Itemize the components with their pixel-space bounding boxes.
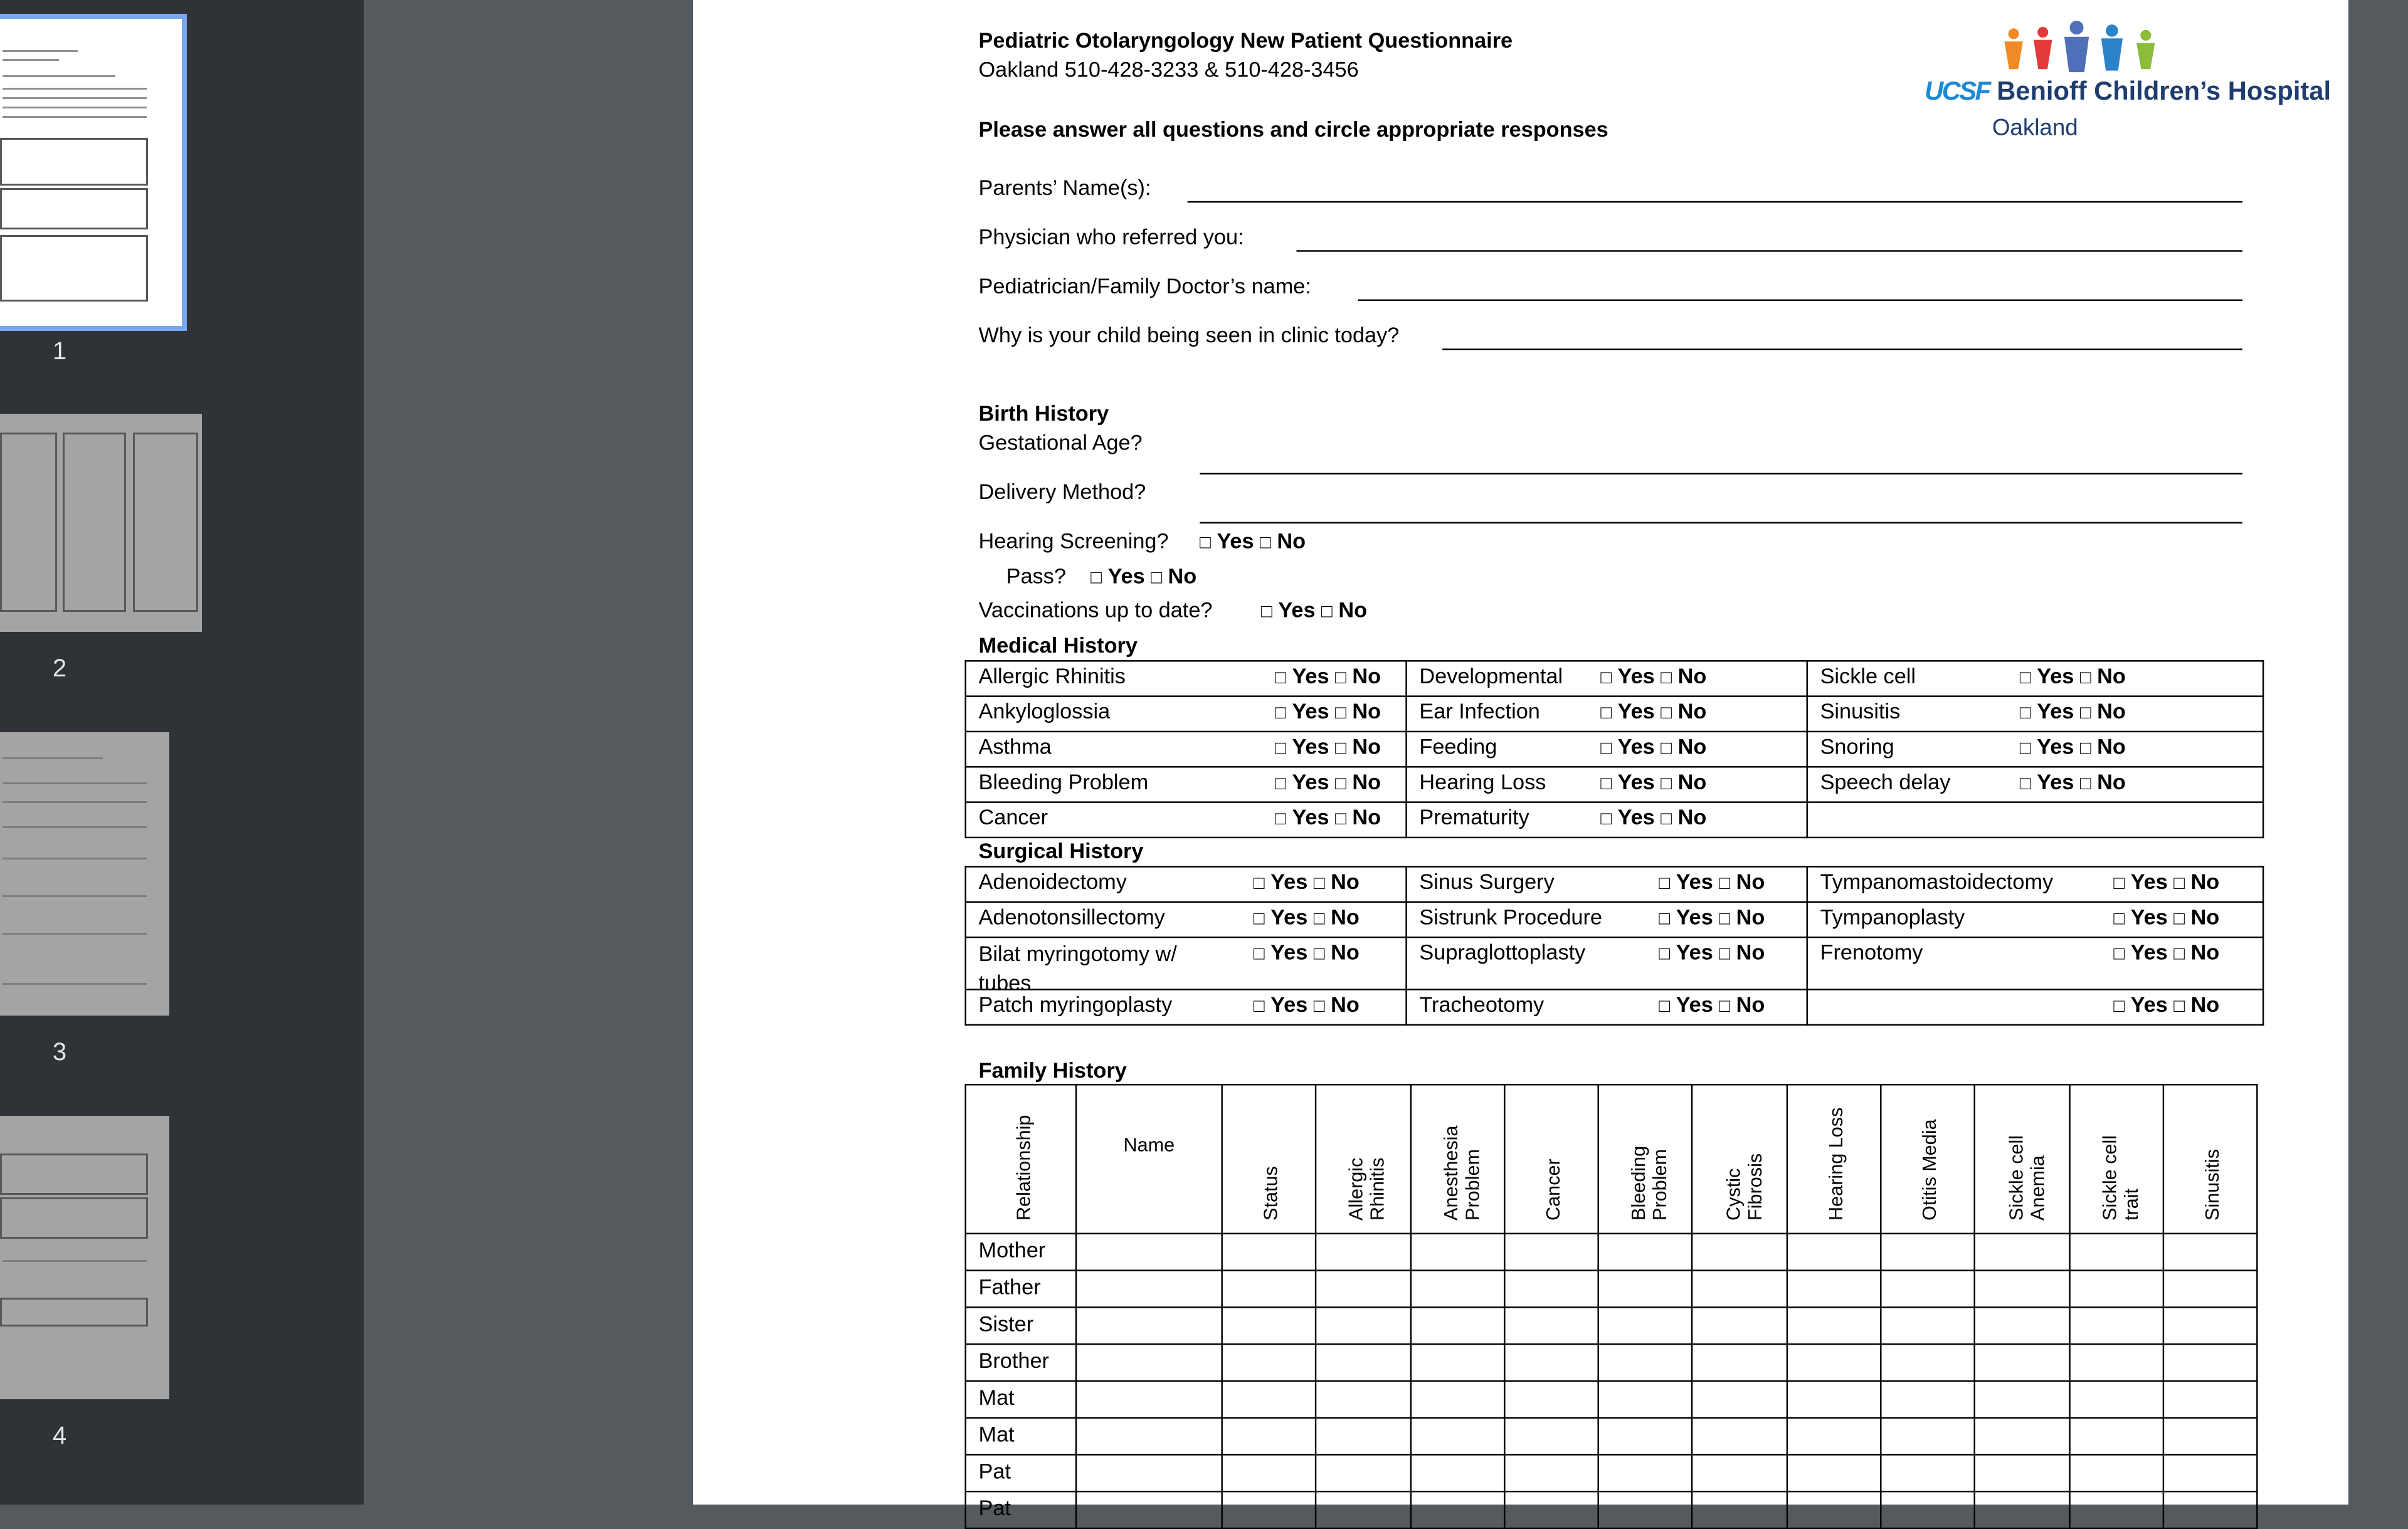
yes-no-options[interactable]: □ Yes □ No [1275,769,1381,794]
family-input-cell[interactable] [1076,1234,1222,1271]
family-input-cell[interactable] [2069,1491,2163,1528]
column-header: Relationship [1012,1115,1034,1221]
family-history-row [966,1307,2258,1344]
relationship-label: Sister [978,1311,1034,1336]
condition-label: Bleeding Problem [978,769,1149,794]
family-input-cell[interactable] [2163,1491,2258,1528]
condition-label: Feeding [1419,733,1497,759]
gestational-age-line[interactable] [1200,473,2242,474]
medical-cell-prematurity [1407,802,1807,838]
condition-label: Sinusitis [1820,698,1901,723]
family-input-cell[interactable] [1692,1381,1787,1418]
relationship-cell [966,1491,1076,1528]
procedure-label: Frenotomy [1820,939,1923,964]
family-input-cell[interactable] [1076,1307,1222,1344]
family-input-cell[interactable] [1598,1344,1692,1381]
column-header: Cancer [1543,1159,1565,1221]
condition-label: Asthma [978,733,1052,759]
surgical-history-row [966,866,2263,901]
family-input-cell[interactable] [1410,1344,1504,1381]
surgical-history-row [966,902,2263,937]
condition-label: Developmental [1419,663,1563,688]
procedure-label: Adenoidectomy [978,869,1127,894]
column-header: Sickle cell Anemia [2005,1135,2048,1221]
family-input-cell[interactable] [1787,1271,1881,1308]
family-input-cell[interactable] [1881,1491,1975,1528]
family-input-cell[interactable] [1598,1454,1692,1491]
vaccinations-options[interactable]: □ Yes □ No [1261,597,1368,622]
surgical-cell-patch-myringoplasty [966,989,1407,1024]
family-input-cell[interactable] [1076,1454,1222,1491]
family-column-cystic-fibrosis [1692,1085,1787,1234]
family-history-table [964,1084,2258,1529]
family-input-cell[interactable] [1222,1307,1316,1344]
logo-location: Oakland [1992,115,2078,142]
relationship-cell [966,1418,1076,1455]
surgical-history-row [966,989,2263,1024]
family-input-cell[interactable] [1076,1491,1222,1528]
condition-label: Hearing Loss [1419,769,1546,794]
relationship-cell [966,1307,1076,1344]
yes-no-options[interactable]: □ Yes □ No [1659,939,1765,964]
family-input-cell[interactable] [1692,1271,1787,1308]
birth-history-heading: Birth History [978,401,1109,426]
family-input-cell[interactable] [1598,1271,1692,1308]
surgical-cell-sinus-surgery [1407,866,1807,901]
document-title: Pediatric Otolaryngology New Patient Questionnaire [978,28,1513,53]
yes-no-options[interactable]: □ Yes □ No [2113,869,2220,894]
surgical-cell-supraglottoplasty [1407,937,1807,989]
family-history-row [966,1271,2258,1308]
family-history-heading: Family History [978,1058,1127,1083]
family-input-cell[interactable] [2069,1418,2163,1455]
family-input-cell[interactable] [1504,1418,1598,1455]
family-input-cell[interactable] [2069,1271,2163,1308]
procedure-label: Bilat myringotomy w/ tubes [978,941,1177,995]
gestational-age-label: Gestational Age? [978,429,1143,454]
family-input-cell[interactable] [1410,1418,1504,1455]
pass-options[interactable]: □ Yes □ No [1090,563,1197,588]
relationship-label: Father [978,1274,1041,1299]
family-input-cell[interactable] [1975,1271,2069,1308]
referring-physician-line[interactable] [1296,250,2242,251]
relationship-label: Mother [978,1237,1046,1263]
yes-no-options[interactable]: □ Yes □ No [1275,698,1381,723]
medical-cell-sickle-cell [1807,661,2263,696]
page-thumbnail-4[interactable] [0,1116,169,1399]
medical-cell-allergic-rhinitis [966,661,1407,696]
surgical-cell-empty [1807,989,2263,1024]
family-input-cell[interactable] [2069,1344,2163,1381]
family-history-row [966,1381,2258,1418]
family-history-row [966,1418,2258,1455]
medical-cell-empty [1807,802,2263,838]
family-input-cell[interactable] [2163,1271,2258,1308]
page-number-3: 3 [52,1038,67,1066]
pediatrician-line[interactable] [1358,300,2242,301]
thumbnail-sidebar [0,0,364,1505]
column-header: Status [1260,1166,1282,1221]
yes-no-options[interactable]: □ Yes □ No [1253,869,1360,894]
family-input-cell[interactable] [1598,1234,1692,1271]
family-input-cell[interactable] [1222,1381,1316,1418]
page-thumbnail-2[interactable] [0,414,202,632]
family-column-cancer [1504,1085,1598,1234]
yes-no-options[interactable]: □ Yes □ No [1600,663,1707,688]
surgical-cell-tympanoplasty [1807,902,2263,937]
yes-no-options[interactable]: □ Yes □ No [1253,939,1360,964]
family-input-cell[interactable] [1881,1344,1975,1381]
condition-label: Prematurity [1419,804,1529,829]
yes-no-options[interactable]: □ Yes □ No [2113,939,2220,964]
family-input-cell[interactable] [2069,1454,2163,1491]
procedure-label: Sinus Surgery [1419,869,1555,894]
surgical-cell-frenotomy [1807,937,2263,989]
yes-no-options[interactable]: □ Yes □ No [1275,804,1381,829]
column-header: Hearing Loss [1825,1107,1847,1221]
yes-no-options[interactable]: □ Yes □ No [2113,904,2220,929]
family-input-cell[interactable] [1881,1307,1975,1344]
yes-no-options[interactable]: □ Yes □ No [1659,869,1765,894]
family-history-row [966,1491,2258,1528]
medical-cell-asthma [966,732,1407,767]
surgical-history-heading: Surgical History [978,838,1144,863]
page-number-1: 1 [52,337,67,365]
family-column-sickle-cell-trait [2069,1085,2163,1234]
yes-no-options[interactable]: □ Yes □ No [1253,992,1360,1017]
family-input-cell[interactable] [1222,1271,1316,1308]
family-input-cell[interactable] [1975,1381,2069,1418]
medical-history-row [966,767,2263,802]
relationship-label: Mat [978,1421,1015,1446]
yes-no-options[interactable]: □ Yes □ No [2019,733,2126,759]
family-input-cell[interactable] [1975,1234,2069,1271]
visit-reason-label: Why is your child being seen in clinic today? [978,322,1400,347]
family-input-cell[interactable] [2163,1307,2258,1344]
family-input-cell[interactable] [1692,1307,1787,1344]
relationship-cell [966,1454,1076,1491]
hearing-screening-label: Hearing Screening? [978,528,1169,553]
family-input-cell[interactable] [1881,1381,1975,1418]
procedure-label: Sistrunk Procedure [1419,904,1602,929]
column-header: Otitis Media [1919,1119,1941,1221]
surgical-cell-adenoidectomy [966,866,1407,901]
family-input-cell[interactable] [1787,1234,1881,1271]
family-input-cell[interactable] [1504,1271,1598,1308]
family-input-cell[interactable] [1692,1491,1787,1528]
family-input-cell[interactable] [1504,1234,1598,1271]
family-column-status [1222,1085,1316,1234]
family-input-cell[interactable] [1975,1418,2069,1455]
family-column-bleeding-problem [1598,1085,1692,1234]
parents-name-line[interactable] [1188,201,2242,202]
delivery-method-line[interactable] [1200,522,2242,523]
family-input-cell[interactable] [1598,1381,1692,1418]
surgical-cell-adenotonsillectomy [966,902,1407,937]
family-input-cell[interactable] [1222,1491,1316,1528]
column-header: Sinusitis [2202,1148,2224,1221]
condition-label: Ear Infection [1419,698,1540,723]
column-header: Name [1123,1134,1175,1157]
yes-no-options[interactable]: □ Yes □ No [1600,698,1707,723]
parents-name-label: Parents’ Name(s): [978,175,1151,200]
family-input-cell[interactable] [1504,1491,1598,1528]
condition-label: Cancer [978,804,1048,829]
condition-label: Snoring [1820,733,1894,759]
surgical-history-table [964,866,2264,1026]
family-input-cell[interactable] [1692,1344,1787,1381]
family-input-cell[interactable] [1504,1381,1598,1418]
medical-cell-hearing-loss [1407,767,1807,802]
yes-no-options[interactable]: □ Yes □ No [1275,733,1381,759]
family-input-cell[interactable] [1316,1381,1410,1418]
family-input-cell[interactable] [1504,1307,1598,1344]
surgical-history-row [966,937,2263,989]
medical-history-row [966,802,2263,838]
medical-history-row [966,696,2263,732]
medical-history-row [966,732,2263,767]
family-input-cell[interactable] [1410,1234,1504,1271]
family-column-sinusitis [2163,1085,2258,1234]
family-input-cell[interactable] [1975,1454,2069,1491]
phone-numbers: Oakland 510-428-3233 & 510-428-3456 [978,56,1359,81]
family-history-row [966,1454,2258,1491]
family-column-otitis-media [1881,1085,1975,1234]
condition-label: Speech delay [1820,769,1951,794]
medical-history-heading: Medical History [978,632,1138,658]
relationship-label: Pat [978,1458,1011,1483]
vaccinations-label: Vaccinations up to date? [978,597,1213,622]
family-input-cell[interactable] [1076,1418,1222,1455]
family-input-cell[interactable] [1975,1491,2069,1528]
procedure-label: Adenotonsillectomy [978,904,1165,929]
column-header: Sickle cell trait [2099,1135,2142,1221]
family-input-cell[interactable] [1598,1418,1692,1455]
family-history-row [966,1234,2258,1271]
pediatrician-label: Pediatrician/Family Doctor’s name: [978,273,1311,298]
family-input-cell[interactable] [2163,1381,2258,1418]
delivery-method-label: Delivery Method? [978,479,1146,504]
family-input-cell[interactable] [1692,1234,1787,1271]
relationship-cell [966,1344,1076,1381]
surgical-cell-bilat-myringotomy-w-tubes [966,937,1407,995]
family-input-cell[interactable] [1222,1418,1316,1455]
yes-no-options[interactable]: □ Yes □ No [1275,663,1381,688]
family-input-cell[interactable] [1881,1418,1975,1455]
family-input-cell[interactable] [1316,1271,1410,1308]
pass-label: Pass? [1006,563,1066,588]
relationship-label: Mat [978,1384,1015,1410]
medical-cell-bleeding-problem [966,767,1407,802]
family-figures-logo-icon [1992,20,2177,75]
family-input-cell[interactable] [1222,1454,1316,1491]
family-input-cell[interactable] [1787,1454,1881,1491]
column-header: Allergic Rhinitis [1346,1157,1389,1221]
family-input-cell[interactable] [1316,1307,1410,1344]
column-header: Anesthesia Problem [1440,1125,1484,1221]
family-input-cell[interactable] [1410,1454,1504,1491]
family-input-cell[interactable] [1598,1307,1692,1344]
family-input-cell[interactable] [2163,1344,2258,1381]
family-input-cell[interactable] [1316,1418,1410,1455]
medical-cell-ankyloglossia [966,696,1407,732]
yes-no-options[interactable]: □ Yes □ No [2019,698,2126,723]
family-input-cell[interactable] [1504,1344,1598,1381]
yes-no-options[interactable]: □ Yes □ No [1253,904,1360,929]
family-column-relationship [966,1085,1076,1234]
family-input-cell[interactable] [2069,1381,2163,1418]
procedure-label: Tympanoplasty [1820,904,1965,929]
family-input-cell[interactable] [1222,1344,1316,1381]
referring-physician-label: Physician who referred you: [978,224,1244,249]
medical-history-row [966,661,2263,696]
page-thumbnail-1[interactable] [0,19,182,326]
condition-label: Ankyloglossia [978,698,1111,723]
family-input-cell[interactable] [1881,1234,1975,1271]
yes-no-options[interactable]: □ Yes □ No [1659,992,1765,1017]
yes-no-options[interactable]: □ Yes □ No [1600,804,1707,829]
document-canvas [364,0,2408,1520]
family-input-cell[interactable] [1316,1454,1410,1491]
relationship-cell [966,1234,1076,1271]
family-column-sickle-cell-anemia [1975,1085,2069,1234]
family-input-cell[interactable] [1787,1418,1881,1455]
family-input-cell[interactable] [1504,1454,1598,1491]
visit-reason-line[interactable] [1442,349,2242,350]
family-input-cell[interactable] [1975,1307,2069,1344]
medical-cell-developmental [1407,661,1807,696]
family-input-cell[interactable] [1787,1381,1881,1418]
family-history-header-row [966,1085,2258,1234]
family-column-allergic-rhinitis [1316,1085,1410,1234]
family-input-cell[interactable] [1410,1307,1504,1344]
surgical-cell-tracheotomy [1407,989,1807,1024]
family-input-cell[interactable] [1881,1454,1975,1491]
family-input-cell[interactable] [1787,1491,1881,1528]
family-column-name [1076,1085,1222,1234]
family-input-cell[interactable] [2069,1234,2163,1271]
family-input-cell[interactable] [1222,1234,1316,1271]
yes-no-options[interactable]: □ Yes □ No [2113,992,2220,1017]
yes-no-options[interactable]: □ Yes □ No [1600,733,1707,759]
yes-no-options[interactable]: □ Yes □ No [2019,769,2126,794]
procedure-label: Supraglottoplasty [1419,939,1586,964]
family-input-cell[interactable] [2163,1454,2258,1491]
procedure-label: Patch myringoplasty [978,992,1173,1017]
page-number-4: 4 [52,1422,67,1449]
document-page [693,0,2348,1520]
medical-cell-speech-delay [1807,767,2263,802]
surgical-cell-tympanomastoidectomy [1807,866,2263,901]
condition-label: Allergic Rhinitis [978,663,1126,688]
surgical-cell-sistrunk-procedure [1407,902,1807,937]
family-input-cell[interactable] [1410,1271,1504,1308]
family-input-cell[interactable] [1692,1418,1787,1455]
family-input-cell[interactable] [1316,1344,1410,1381]
family-input-cell[interactable] [2163,1234,2258,1271]
family-input-cell[interactable] [1881,1271,1975,1308]
family-input-cell[interactable] [2163,1418,2258,1455]
family-input-cell[interactable] [1975,1344,2069,1381]
medical-cell-feeding [1407,732,1807,767]
family-input-cell[interactable] [1692,1454,1787,1491]
family-input-cell[interactable] [1316,1491,1410,1528]
yes-no-options[interactable]: □ Yes □ No [2019,663,2126,688]
family-input-cell[interactable] [1787,1307,1881,1344]
family-input-cell[interactable] [1410,1491,1504,1528]
family-input-cell[interactable] [1316,1234,1410,1271]
page-number-2: 2 [52,654,67,682]
relationship-cell [966,1271,1076,1308]
column-header: Cystic Fibrosis [1722,1153,1766,1221]
family-input-cell[interactable] [1076,1381,1222,1418]
family-input-cell[interactable] [1076,1344,1222,1381]
family-history-row [966,1344,2258,1381]
hearing-screening-options[interactable]: □ Yes □ No [1200,528,1306,553]
relationship-label: Brother [978,1348,1049,1373]
family-column-anesthesia-problem [1410,1085,1504,1234]
family-input-cell[interactable] [1410,1381,1504,1418]
condition-label: Sickle cell [1820,663,1916,688]
logo-hospital-name: UCSF Benioff Children’s Hospital [1925,76,2331,106]
yes-no-options[interactable]: □ Yes □ No [1600,769,1707,794]
family-input-cell[interactable] [1076,1271,1222,1308]
yes-no-options[interactable]: □ Yes □ No [1659,904,1765,929]
family-column-hearing-loss [1787,1085,1881,1234]
medical-cell-ear-infection [1407,696,1807,732]
medical-history-table [964,660,2264,838]
procedure-label: Tympanomastoidectomy [1820,869,2054,894]
family-input-cell[interactable] [1598,1491,1692,1528]
medical-cell-cancer [966,802,1407,838]
medical-cell-snoring [1807,732,2263,767]
relationship-cell [966,1381,1076,1418]
instructions: Please answer all questions and circle appropriate responses [978,117,1608,142]
relationship-label: Pat [978,1495,1011,1520]
family-input-cell[interactable] [1787,1344,1881,1381]
procedure-label: Tracheotomy [1419,992,1545,1017]
family-input-cell[interactable] [2069,1307,2163,1344]
page-thumbnail-3[interactable] [0,732,169,1016]
medical-cell-sinusitis [1807,696,2263,732]
column-header: Bleeding Problem [1628,1145,1672,1221]
